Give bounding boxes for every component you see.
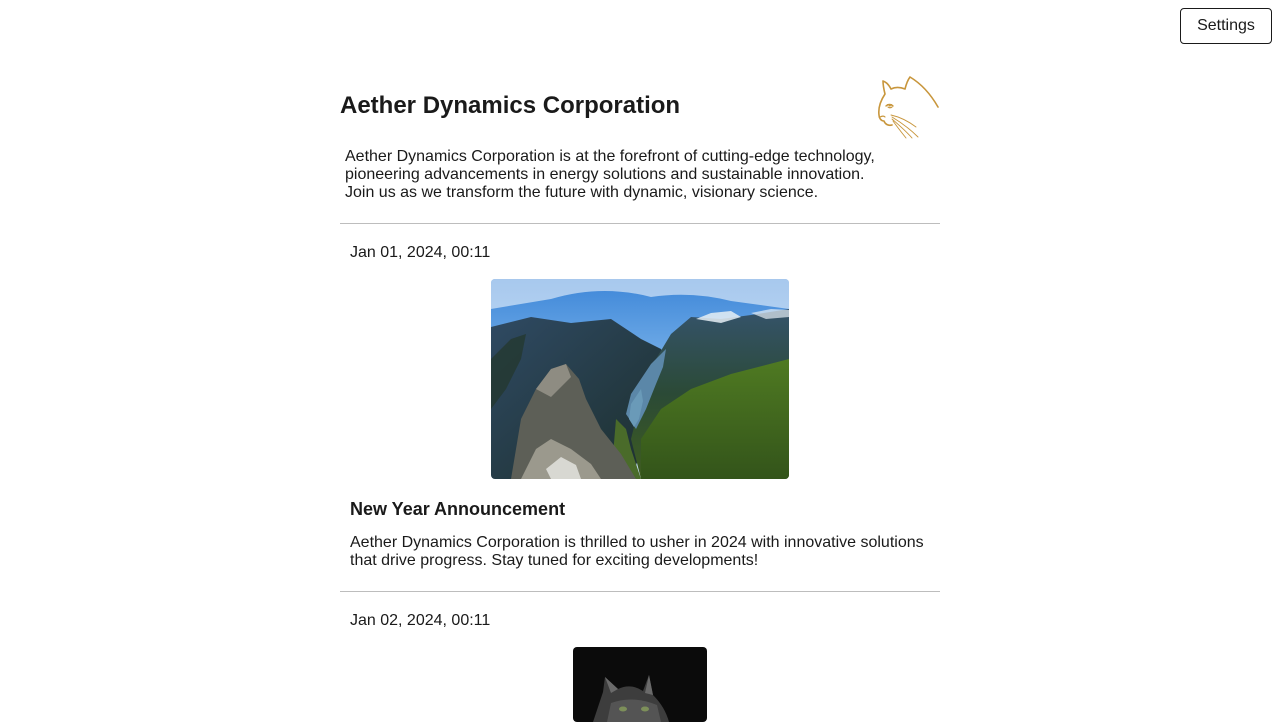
post-date: Jan 02, 2024, 00:11 [350, 612, 491, 629]
post-body-line: Aether Dynamics Corporation is thrilled to usher in 2024 with innovative solutions [350, 534, 924, 551]
main-feed [340, 0, 940, 722]
intro-line: Aether Dynamics Corporation is at the forefront of cutting-edge technology, [345, 148, 875, 165]
post-item [340, 592, 940, 722]
post-body-line: that drive progress. Stay tuned for exciting developments! [350, 552, 759, 569]
post-body [350, 534, 930, 570]
cat-head-logo-icon [876, 73, 940, 139]
post-date: Jan 01, 2024, 00:11 [350, 244, 491, 261]
company-title: Aether Dynamics Corporation [340, 92, 681, 119]
post-title: New Year Announcement [350, 499, 566, 519]
cat-photo [573, 647, 707, 722]
intro-line: Join us as we transform the future with dynamic, visionary science. [345, 184, 819, 201]
settings-button[interactable]: Settings [1180, 8, 1272, 44]
company-header [340, 0, 940, 140]
mountain-fjord-photo [491, 279, 789, 479]
post-item [340, 224, 940, 591]
intro-line: pioneering advancements in energy solutions and sustainable innovation. [345, 166, 865, 183]
company-intro [345, 148, 905, 202]
